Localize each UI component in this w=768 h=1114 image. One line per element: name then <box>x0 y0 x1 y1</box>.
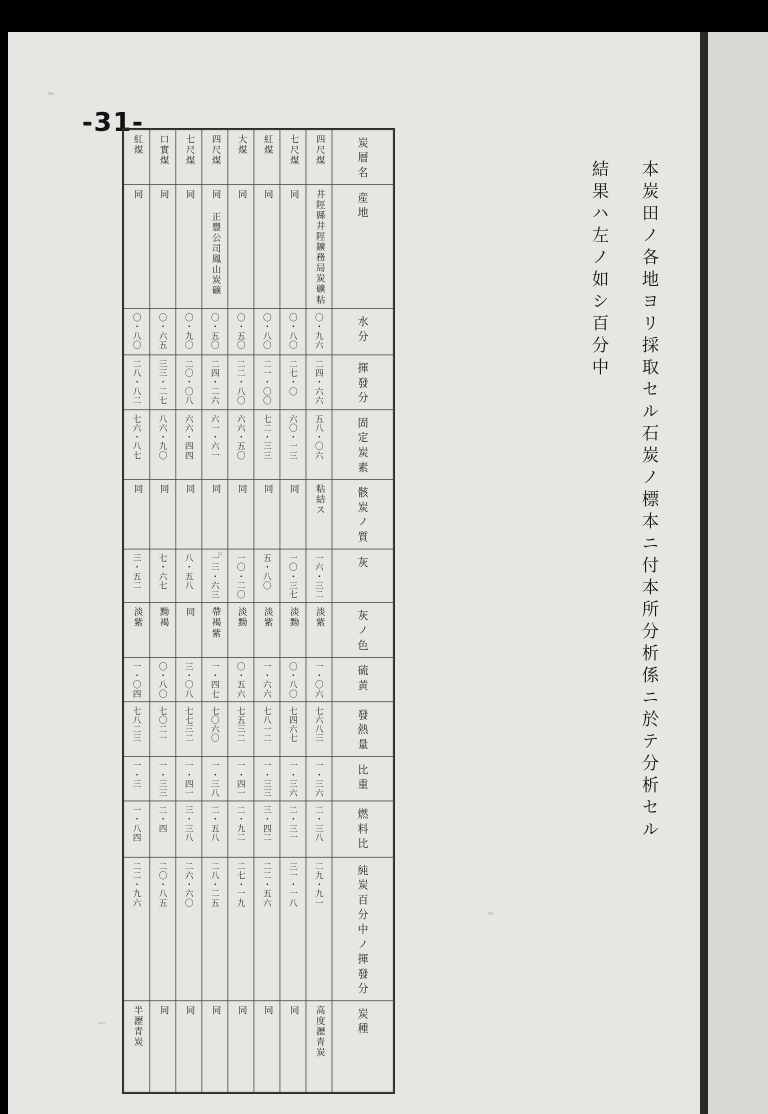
volatile-value: 二一・〇〇 <box>262 359 272 406</box>
locality-value: 同 <box>157 189 169 200</box>
ash-color-value: 淡黝 <box>288 607 299 629</box>
cell-calorific-value <box>228 702 254 757</box>
seam-name-value: 七尺煤 <box>288 134 299 166</box>
ash-value: 五・八〇 <box>262 553 272 591</box>
specific-gravity-value: 一・四一 <box>183 761 194 798</box>
cell-volatile <box>202 355 228 410</box>
header-specific-gravity <box>332 757 393 801</box>
cell-sulfur <box>254 657 280 701</box>
volatile-value: 二八・八二 <box>131 359 142 406</box>
specific-gravity-value: 一・三 <box>131 761 142 789</box>
calorific-value-value: 七七三二 <box>183 706 194 743</box>
cell-fixed-carbon <box>176 410 202 480</box>
calorific-value-value: 七〇六〇 <box>209 706 220 743</box>
cell-ash <box>176 549 202 602</box>
cell-moisture <box>280 308 306 354</box>
volatile-value: 三三・二七 <box>157 359 168 406</box>
cell-ash-color <box>150 603 176 658</box>
intro-line-2: 結果ハ左ノ如シ百分中 <box>588 160 608 380</box>
volatile-value: 二二・八〇 <box>235 359 246 406</box>
fixed-carbon-value: 六六・四四 <box>183 414 194 461</box>
pure-coal-volatile-value: 二九・九一 <box>314 861 324 908</box>
cell-sulfur <box>124 657 150 701</box>
cell-specific-gravity <box>124 757 150 801</box>
fuel-ratio-value: 三・四二 <box>262 805 272 843</box>
cell-ash-color <box>124 603 150 658</box>
coal-kind-value: 同 <box>235 1005 247 1016</box>
cell-coal-kind <box>150 1001 176 1092</box>
cell-ash <box>150 549 176 602</box>
sulfur-value: 一・〇六 <box>314 662 324 699</box>
cell-seam-name <box>176 130 202 185</box>
header-fixed-carbon <box>332 410 393 480</box>
header-pure-coal-volatile <box>332 857 393 1001</box>
calorific-value-value: 七四六七 <box>288 706 298 743</box>
seam-name-value: 四尺煤 <box>209 134 221 166</box>
ash-color-value: 淡黝 <box>235 607 247 629</box>
cell-ash <box>228 549 254 602</box>
fixed-carbon-value: 六〇・一三 <box>288 414 298 461</box>
cell-pure-coal-volatile <box>150 857 176 1001</box>
fuel-ratio-value: 二・五八 <box>209 805 220 843</box>
moisture-value: 〇・六五 <box>157 313 168 350</box>
header-fuel-ratio <box>332 801 393 857</box>
header-label: 炭層名 <box>356 137 369 182</box>
moisture-value: 〇・九〇 <box>183 313 194 350</box>
ash-color-value: 淡紫 <box>131 607 143 629</box>
cell-moisture <box>228 308 254 354</box>
cell-ash <box>202 549 228 602</box>
row-coal-kind <box>124 1001 393 1092</box>
ash-color-value: 淡紫 <box>314 607 325 629</box>
fuel-ratio-value: 二・三一 <box>288 805 298 843</box>
header-coal-kind <box>332 1001 393 1092</box>
row-fixed-carbon <box>124 410 393 480</box>
ash-value: 一〇・二〇 <box>235 553 246 600</box>
cell-specific-gravity <box>176 757 202 801</box>
header-coke-quality <box>332 479 393 549</box>
cell-volatile <box>254 355 280 410</box>
cell-pure-coal-volatile <box>228 857 254 1001</box>
moisture-value: 〇・五〇 <box>235 313 246 350</box>
row-moisture <box>124 308 393 354</box>
ash-value: 三・五二 <box>131 553 142 591</box>
cell-ash-color <box>228 603 254 658</box>
cell-fuel-ratio <box>176 801 202 857</box>
coal-kind-value: 同 <box>288 1005 299 1016</box>
seam-name-value: 四尺煤 <box>314 134 325 166</box>
header-moisture <box>332 308 393 354</box>
cell-ash <box>254 549 280 602</box>
scan-speck <box>98 1022 105 1024</box>
coke-quality-value: 同 <box>209 484 221 495</box>
ash-color-value: 帶褐紫 <box>209 607 221 639</box>
header-label: 揮發分 <box>356 362 369 407</box>
cell-seam-name <box>306 130 332 185</box>
fixed-carbon-value: 八六・九〇 <box>157 414 168 461</box>
header-ash <box>332 549 393 602</box>
coke-quality-value: 同 <box>183 484 195 495</box>
cell-ash <box>124 549 150 602</box>
cell-coke-quality <box>150 479 176 549</box>
calorific-value-value: 七八二三 <box>131 706 142 743</box>
row-specific-gravity <box>124 757 393 801</box>
cell-pure-coal-volatile <box>254 857 280 1001</box>
moisture-value: 〇・八〇 <box>131 313 142 350</box>
cell-calorific-value <box>150 702 176 757</box>
moisture-value: 〇・九六 <box>314 313 324 350</box>
coke-quality-value: 同 <box>262 484 273 495</box>
cell-seam-name <box>202 130 228 185</box>
header-locality <box>332 185 393 309</box>
cell-ash-color <box>176 603 202 658</box>
intro-line-1: 本炭田ノ各地ヨリ採取セル石炭ノ標本ニ付本所分析係ニ於テ分析セル <box>638 160 658 842</box>
cell-ash-color <box>280 603 306 658</box>
header-label: 固定炭素 <box>356 417 369 477</box>
cell-fixed-carbon <box>280 410 306 480</box>
ash-value: 一〇・三七 <box>288 553 298 600</box>
cell-moisture <box>176 308 202 354</box>
ash-color-value: 同 <box>183 607 195 618</box>
fuel-ratio-value: 三・三八 <box>183 805 194 843</box>
coke-quality-value: 同 <box>157 484 169 495</box>
cell-calorific-value <box>124 702 150 757</box>
cell-coal-kind <box>306 1001 332 1092</box>
cell-calorific-value <box>280 702 306 757</box>
coal-kind-value: 高度瀝青炭 <box>314 1005 325 1059</box>
cell-specific-gravity <box>228 757 254 801</box>
volatile-value: 二〇・〇八 <box>183 359 194 406</box>
moisture-value: 〇・八〇 <box>288 313 298 350</box>
cell-locality <box>176 185 202 309</box>
specific-gravity-value: 一・三六 <box>288 761 298 798</box>
fixed-carbon-value: 六六・五〇 <box>235 414 246 461</box>
scan-speck <box>48 92 54 95</box>
cell-fuel-ratio <box>280 801 306 857</box>
header-label: 硫黄 <box>356 664 369 695</box>
seam-name-value: 七尺煤 <box>183 134 195 166</box>
cell-calorific-value <box>176 702 202 757</box>
cell-specific-gravity <box>202 757 228 801</box>
seam-name-value: 口實煤 <box>157 134 169 166</box>
fixed-carbon-value: 六一・六一 <box>209 414 220 461</box>
row-seam-name <box>124 130 393 185</box>
coke-quality-value: 同 <box>235 484 247 495</box>
cell-pure-coal-volatile <box>306 857 332 1001</box>
cell-pure-coal-volatile <box>124 857 150 1001</box>
cell-coal-kind <box>202 1001 228 1092</box>
cell-moisture <box>150 308 176 354</box>
calorific-value-value: 七八一二 <box>262 706 272 743</box>
cell-pure-coal-volatile <box>280 857 306 1001</box>
cell-volatile <box>280 355 306 410</box>
coke-quality-value: 同 <box>131 484 143 495</box>
cell-moisture <box>254 308 280 354</box>
cell-ash-color <box>202 603 228 658</box>
cell-locality <box>280 185 306 309</box>
sulfur-value: 〇・五六 <box>235 662 246 699</box>
header-label: 純炭百分中ノ揮發分 <box>356 864 369 998</box>
cell-sulfur <box>306 657 332 701</box>
ash-value: 七・六七 <box>157 553 168 591</box>
cell-locality <box>306 185 332 309</box>
cell-calorific-value <box>254 702 280 757</box>
page-binding-rule <box>700 32 708 1114</box>
coal-analysis-table <box>122 128 395 1094</box>
row-pure-coal-volatile <box>124 857 393 1001</box>
sulfur-value: 〇・八〇 <box>288 662 298 699</box>
header-label: 産地 <box>356 192 369 222</box>
moisture-value: 〇・八〇 <box>262 313 272 350</box>
cell-sulfur <box>150 657 176 701</box>
ash-color-value: 淡紫 <box>262 607 273 629</box>
cell-specific-gravity <box>150 757 176 801</box>
cell-seam-name <box>254 130 280 185</box>
specific-gravity-value: 一・四一 <box>235 761 246 798</box>
cell-fixed-carbon <box>124 410 150 480</box>
volatile-value: 二四・六六 <box>314 359 324 406</box>
cell-calorific-value <box>306 702 332 757</box>
header-calorific-value <box>332 702 393 757</box>
cell-locality <box>254 185 280 309</box>
cell-fixed-carbon <box>202 410 228 480</box>
cell-pure-coal-volatile <box>176 857 202 1001</box>
locality-value: 同 <box>131 189 143 200</box>
fuel-ratio-value: 二・四 <box>157 805 168 833</box>
row-ash-color <box>124 603 393 658</box>
header-label: 骸炭ノ質 <box>356 486 369 546</box>
cell-specific-gravity <box>280 757 306 801</box>
seam-name-value: 大煤 <box>235 134 247 156</box>
adjacent-page-edge <box>708 32 768 1114</box>
cell-coke-quality <box>202 479 228 549</box>
row-volatile <box>124 355 393 410</box>
row-ash <box>124 549 393 602</box>
coal-kind-value: 半瀝青炭 <box>131 1005 143 1048</box>
header-label: 發熱量 <box>356 709 369 754</box>
sulfur-value: 三・〇八 <box>183 662 194 699</box>
pure-coal-volatile-value: 二六・六〇 <box>183 861 194 908</box>
cell-coal-kind <box>280 1001 306 1092</box>
header-label: 比重 <box>356 764 369 794</box>
ash-value: 一六・三二 <box>314 553 324 600</box>
header-seam-name <box>332 130 393 185</box>
row-fuel-ratio <box>124 801 393 857</box>
coke-quality-value: 同 <box>288 484 299 495</box>
cell-calorific-value <box>202 702 228 757</box>
calorific-value-value: 七〇二一 <box>157 706 168 743</box>
cell-fuel-ratio <box>228 801 254 857</box>
cell-volatile <box>228 355 254 410</box>
header-label: 灰 <box>356 556 369 572</box>
seam-name-value: 紅煤 <box>131 134 143 156</box>
sulfur-value: 〇・八〇 <box>157 662 168 699</box>
fixed-carbon-value: 七二・三三 <box>262 414 272 461</box>
cell-seam-name <box>228 130 254 185</box>
cell-specific-gravity <box>254 757 280 801</box>
cell-volatile <box>124 355 150 410</box>
cell-seam-name <box>150 130 176 185</box>
sulfur-value: 一・〇四 <box>131 662 142 699</box>
header-label: 炭種 <box>356 1008 369 1038</box>
header-volatile <box>332 355 393 410</box>
scan-speck <box>488 912 493 915</box>
cell-seam-name <box>124 130 150 185</box>
cell-fuel-ratio <box>124 801 150 857</box>
cell-sulfur <box>280 657 306 701</box>
seam-name-value: 紅煤 <box>262 134 273 156</box>
row-locality <box>124 185 393 309</box>
row-calorific-value <box>124 702 393 757</box>
calorific-value-value: 七六八三 <box>314 706 324 743</box>
cell-fuel-ratio <box>254 801 280 857</box>
cell-fuel-ratio <box>306 801 332 857</box>
cell-ash-color <box>306 603 332 658</box>
header-label: 燃料比 <box>356 808 369 853</box>
cell-coke-quality <box>306 479 332 549</box>
cell-ash <box>306 549 332 602</box>
row-coke-quality <box>124 479 393 549</box>
ash-color-value: 黝褐 <box>157 607 169 629</box>
cell-specific-gravity <box>306 757 332 801</box>
locality-value: 同 正豐公司鳳山炭礦 <box>209 189 221 297</box>
volatile-value: 二四・二六 <box>209 359 220 406</box>
cell-volatile <box>176 355 202 410</box>
coal-kind-value: 同 <box>183 1005 195 1016</box>
pure-coal-volatile-value: 二八・二五 <box>209 861 220 908</box>
fuel-ratio-value: 二・三八 <box>314 805 324 843</box>
cell-sulfur <box>228 657 254 701</box>
volatile-value: 二七・〇 <box>288 359 298 397</box>
cell-moisture <box>202 308 228 354</box>
calorific-value-value: 七五三二 <box>235 706 246 743</box>
cell-moisture <box>124 308 150 354</box>
fuel-ratio-value: 一・八四 <box>131 805 142 843</box>
row-sulfur <box>124 657 393 701</box>
cell-fixed-carbon <box>306 410 332 480</box>
cell-locality <box>124 185 150 309</box>
cell-moisture <box>306 308 332 354</box>
cell-sulfur <box>176 657 202 701</box>
header-sulfur <box>332 657 393 701</box>
moisture-value: 〇・五〇 <box>209 313 220 350</box>
cell-fuel-ratio <box>150 801 176 857</box>
coal-kind-value: 同 <box>262 1005 273 1016</box>
cell-coke-quality <box>228 479 254 549</box>
sulfur-value: 一・六六 <box>262 662 272 699</box>
coal-kind-value: 同 <box>157 1005 169 1016</box>
cell-coke-quality <box>254 479 280 549</box>
pure-coal-volatile-value: 二七・一九 <box>235 861 246 908</box>
cell-ash-color <box>254 603 280 658</box>
locality-value: 井陘縣井陘鑛務局炭礦粘 <box>314 189 325 306</box>
locality-value: 同 <box>288 189 299 200</box>
cell-locality <box>228 185 254 309</box>
pure-coal-volatile-value: 二二・五六 <box>262 861 272 908</box>
cell-coal-kind <box>124 1001 150 1092</box>
locality-value: 同 <box>262 189 273 200</box>
cell-coke-quality <box>280 479 306 549</box>
ash-value: 八・五八 <box>183 553 194 591</box>
cell-ash <box>280 549 306 602</box>
cell-coke-quality <box>124 479 150 549</box>
cell-pure-coal-volatile <box>202 857 228 1001</box>
cell-sulfur <box>202 657 228 701</box>
locality-value: 同 <box>235 189 247 200</box>
cell-seam-name <box>280 130 306 185</box>
cell-fixed-carbon <box>254 410 280 480</box>
fixed-carbon-value: 五八・〇六 <box>314 414 324 461</box>
cell-locality <box>202 185 228 309</box>
specific-gravity-value: 一・三三 <box>157 761 168 798</box>
cell-coal-kind <box>228 1001 254 1092</box>
cell-coal-kind <box>254 1001 280 1092</box>
header-ash-color <box>332 603 393 658</box>
coal-kind-value: 同 <box>209 1005 221 1016</box>
specific-gravity-value: 一・三三 <box>262 761 272 798</box>
coke-quality-value: 粘結ス <box>314 484 325 516</box>
cell-fixed-carbon <box>150 410 176 480</box>
pure-coal-volatile-value: 三一・一八 <box>288 861 298 908</box>
cell-volatile <box>306 355 332 410</box>
cell-fixed-carbon <box>228 410 254 480</box>
locality-value: 同 <box>183 189 195 200</box>
specific-gravity-value: 一・三六 <box>314 761 324 798</box>
cell-volatile <box>150 355 176 410</box>
cell-coal-kind <box>176 1001 202 1092</box>
header-label: 灰ノ色 <box>356 609 369 655</box>
ash-value: 一三・六三 <box>209 553 220 600</box>
sulfur-value: 一・四七 <box>209 662 220 699</box>
pure-coal-volatile-value: 二〇・八五 <box>157 861 168 908</box>
cell-coke-quality <box>176 479 202 549</box>
fixed-carbon-value: 七六・八七 <box>131 414 142 461</box>
cell-locality <box>150 185 176 309</box>
header-label: 水分 <box>356 315 369 346</box>
fuel-ratio-value: 二・九二 <box>235 805 246 843</box>
specific-gravity-value: 一・三八 <box>209 761 220 798</box>
pure-coal-volatile-value: 二二・九六 <box>131 861 142 908</box>
page-number: -31- <box>82 108 144 138</box>
cell-fuel-ratio <box>202 801 228 857</box>
